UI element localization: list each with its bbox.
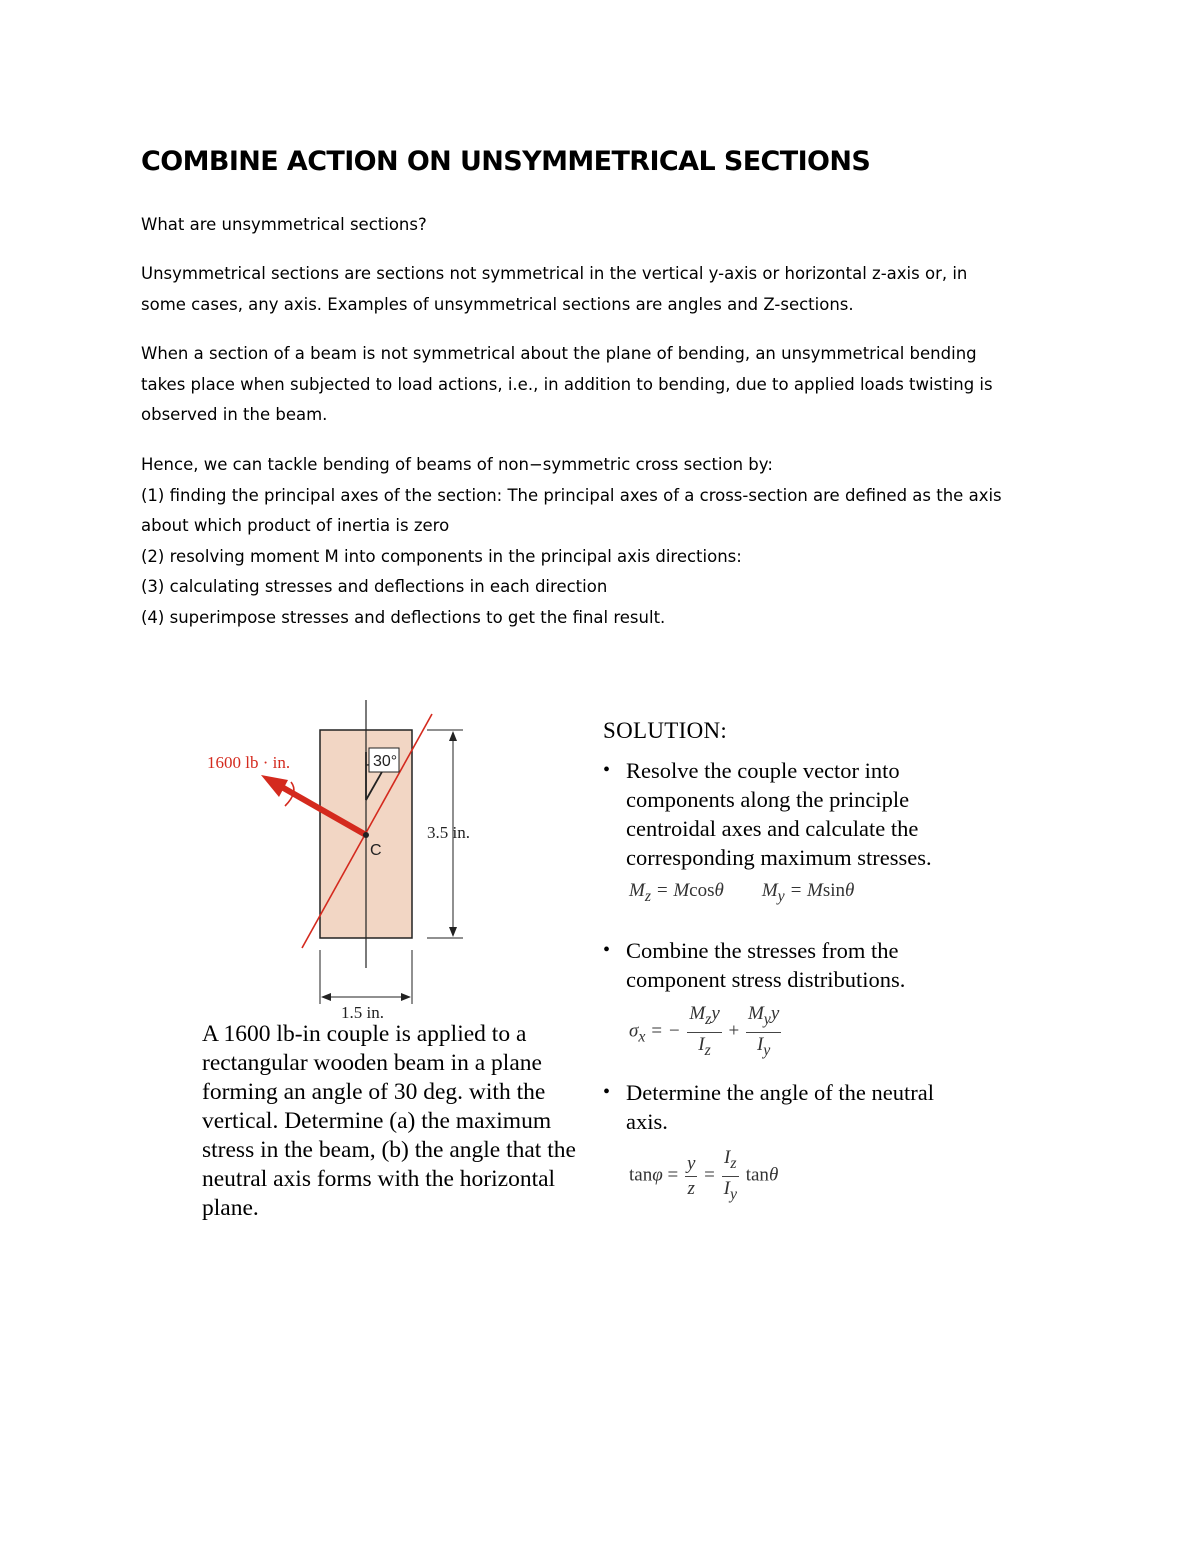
text-line: takes place when subjected to load actions, i.e., in addition to bending, due to applied loads twisting is [141, 374, 993, 394]
question-heading: What are unsymmetrical sections? [141, 215, 427, 234]
bullet-line: corresponding maximum stresses. [626, 845, 932, 870]
solution-step-resolve [603, 756, 973, 872]
solution-step-combine [603, 936, 973, 994]
bullet-line: Combine the stresses from the [626, 938, 899, 963]
moment-components-formula: $M_z = Mcos\theta$ $M_y = Msin\theta$ [629, 880, 855, 905]
solution-step-neutral-axis [603, 1078, 973, 1136]
angle-label: 30° [373, 753, 398, 770]
paragraph-method-steps [141, 450, 1071, 633]
solution-heading: SOLUTION: [603, 718, 728, 743]
bullet-line: Resolve the couple vector into [626, 758, 900, 783]
problem-line: plane. [202, 1195, 259, 1221]
width-arrow-left [321, 993, 331, 1001]
centroid-dot [363, 832, 369, 838]
moment-label: 1600 lb · in. [207, 753, 291, 772]
centroid-label: C [370, 842, 382, 859]
problem-line: neutral axis forms with the horizontal [202, 1166, 556, 1192]
paragraph-bending [141, 339, 1071, 431]
text-line: Hence, we can tackle bending of beams of non−symmetric cross section by: [141, 455, 773, 474]
step-3: (3) calculating stresses and deflections in each direction [141, 577, 608, 596]
text-line: observed in the beam. [141, 405, 328, 424]
bullet-icon: • [603, 759, 611, 781]
solution-block [603, 718, 973, 1206]
example-figure-panel [195, 700, 975, 1240]
height-arrow-bottom [449, 927, 457, 937]
bullet-icon: • [603, 1081, 611, 1103]
step-4: (4) superimpose stresses and deflections to get the final result. [141, 607, 666, 627]
bullet-line: Determine the angle of the neutral [626, 1080, 934, 1105]
step-1-continued: about which product of inertia is zero [141, 516, 450, 535]
problem-line: rectangular wooden beam in a plane [202, 1050, 542, 1076]
bullet-line: components along the principle [626, 787, 910, 812]
page-title: COMBINE ACTION ON UNSYMMETRICAL SECTIONS [141, 146, 871, 177]
problem-line: forming an angle of 30 deg. with the [202, 1079, 546, 1105]
beam-diagram [195, 700, 595, 1030]
problem-line: A 1600 lb-in couple is applied to a [202, 1021, 527, 1047]
problem-line: vertical. Determine (a) the maximum [202, 1108, 552, 1134]
height-arrow-top [449, 731, 457, 741]
problem-line: stress in the beam, (b) the angle that the [202, 1137, 576, 1163]
width-label: 1.5 in. [341, 1003, 384, 1022]
bullet-line: centroidal axes and calculate the [626, 816, 919, 841]
neutral-axis-formula: tanφ = $\frac{y}{z}$ = $\frac{I_z}{I_y}$ tanθ [629, 1147, 779, 1203]
step-1: (1) finding the principal axes of the section: The principal axes of a cross-section are defined as the axis [141, 485, 1002, 505]
problem-statement [202, 1020, 602, 1223]
text-line: some cases, any axis. Examples of unsymmetrical sections are angles and Z-sections. [141, 294, 854, 314]
text-line: Unsymmetrical sections are sections not symmetrical in the vertical y-axis or horizontal z-axis or, in [141, 264, 968, 283]
moment-vector-arrowhead [261, 775, 288, 797]
stress-formula: $\sigma_x$ = − $\frac{M_zy}{I_z}$ + $\frac{M_yy}{I_y}$ [629, 1003, 780, 1059]
bullet-line: component stress distributions. [626, 967, 906, 992]
text-line: When a section of a beam is not symmetrical about the plane of bending, an unsymmetrical bending [141, 344, 977, 363]
bullet-icon: • [603, 939, 611, 961]
bullet-line: axis. [626, 1109, 668, 1134]
width-arrow-right [401, 993, 411, 1001]
height-label: 3.5 in. [427, 823, 470, 842]
step-2: (2) resolving moment M into components in the principal axis directions: [141, 546, 742, 566]
paragraph-definition [141, 259, 1071, 320]
